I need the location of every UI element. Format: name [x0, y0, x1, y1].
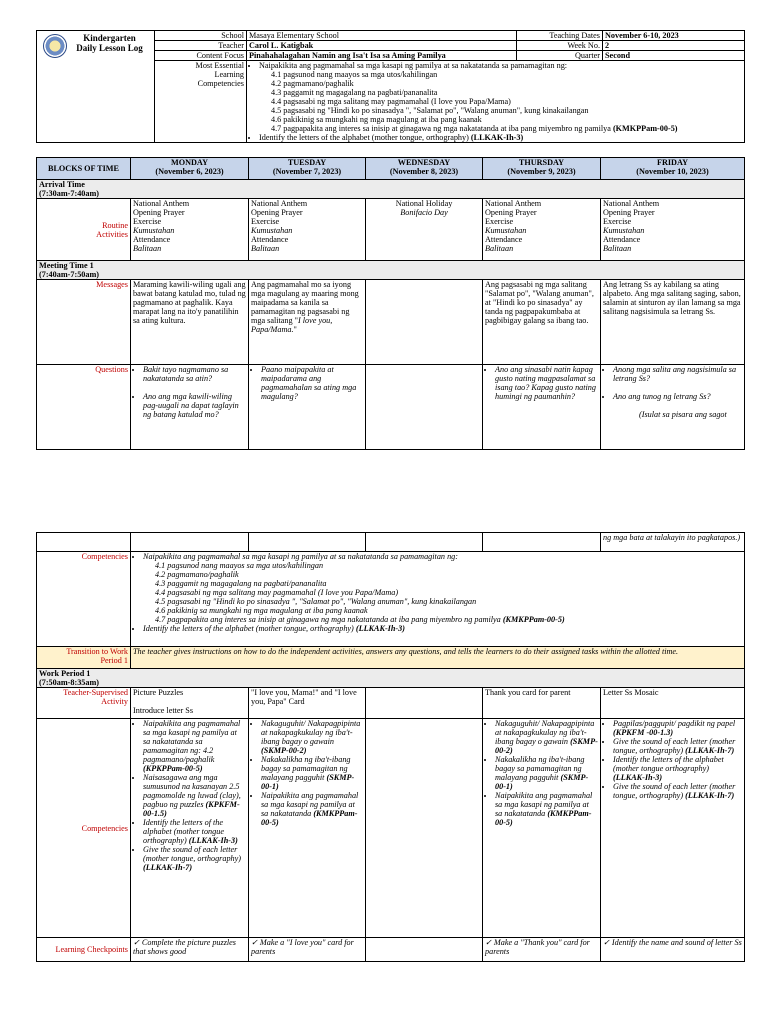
routine-item: Opening Prayer — [251, 208, 303, 217]
tuesday-header — [249, 158, 366, 180]
checkpoint-text: Complete the picture puzzles that shows good — [133, 938, 236, 956]
deped-seal-icon — [43, 34, 67, 58]
comp-item — [143, 818, 246, 845]
routine-item: Opening Prayer — [485, 208, 537, 217]
comp-sub-6: 4.6 pakikinig sa mungkahi ng mga magulang at iba pang kaanak — [155, 606, 368, 615]
log-title-line1: Kindergarten — [83, 33, 136, 43]
mel-sub-5: 4.5 pagsasabi ng "Hindi ko po sinasadya ", "Salamat po", "Walang anuman", kung kinakailangan — [271, 106, 589, 115]
comp-item — [143, 845, 246, 872]
mel-sub-6: 4.6 pakikinig sa mungkahi ng mga magulang at iba pang kaanak — [271, 115, 482, 124]
mel-main-text: Naipakikita ang pagmamahal sa mga kasapi ng pamilya at sa nakatatanda sa pamamagitan ng: — [259, 61, 568, 70]
questions-thursday — [483, 365, 601, 450]
schedule-table-page2 — [36, 532, 745, 962]
routine-item: Balitaan — [485, 244, 514, 253]
routine-item: Kumustahan — [485, 226, 527, 235]
holiday-label: National Holiday — [395, 199, 453, 208]
routine-item: National Anthem — [251, 199, 308, 208]
message-tuesday-c: " — [293, 325, 297, 334]
comp-item-text: Nakaguguhit/ Nakapagpipinta at nakapagkukulay ng iba't-ibang bagay o gawain — [261, 719, 361, 746]
dates-label: Teaching Dates — [517, 31, 603, 41]
work-comp-thursday — [483, 719, 601, 938]
work-period-time: (7:50am-8:35am) — [39, 678, 100, 687]
comp-item-text: Pagpilas/paggupit/ pagdikit ng papel — [613, 719, 736, 728]
mel-sub-3: 4.3 paggamit ng magagalang na pagbati/pananalita — [271, 88, 438, 97]
lesson-log-page-2 — [36, 532, 744, 962]
routine-label-2: Activities — [96, 229, 128, 239]
comp-item-text: Give the sound of each letter (mother tongue, orthography) — [613, 737, 736, 755]
meeting-time-section — [37, 261, 745, 280]
tsa-thursday: Thank you card for parent — [483, 688, 601, 719]
routine-item: Opening Prayer — [603, 208, 655, 217]
comp-letters — [143, 624, 742, 633]
comp-sub-5: 4.5 pagsasabi ng "Hindi ko po sinasadya ", "Salamat po", "Walang anuman", kung kinakailangan — [155, 597, 477, 606]
tsa-monday-sub: Introduce letter Ss — [133, 706, 194, 715]
comp-item — [261, 719, 363, 755]
comp-item-code: (KMKPPam-00-5) — [261, 809, 358, 827]
thursday-header — [483, 158, 601, 180]
comp-item-code: (LLKAK-Ih-3) — [613, 773, 663, 782]
cont-empty — [366, 533, 483, 552]
checkpoints-label: Learning Checkpoints — [37, 938, 131, 962]
questions-friday — [601, 365, 745, 450]
meeting-label: Meeting Time 1 — [39, 261, 94, 270]
checkpoint-text: Identify the name and sound of letter Ss — [611, 938, 742, 947]
wednesday-header — [366, 158, 483, 180]
questions-note-cont: ng mga bata at talakayin ito pagkatapos.) — [601, 533, 745, 552]
comp-item — [613, 719, 742, 737]
routine-monday — [131, 199, 249, 261]
comp-item — [495, 755, 598, 791]
routine-item: Kumustahan — [251, 226, 293, 235]
comp-item-code: (KPKPPam-00-5) — [143, 764, 203, 773]
transition-text: The teacher gives instructions on how to do the independent activities, answers any questions, and tells the learners to do their assigned tasks within the allotted time. — [131, 647, 745, 669]
routine-wednesday — [366, 199, 483, 261]
routine-activities-label — [37, 199, 131, 261]
comp-item-code: (SKMP-00-2) — [495, 737, 598, 755]
tsa-label-2: Activity — [101, 697, 128, 706]
comp-item — [261, 791, 363, 827]
comp-item-code: (LLKAK-Ih-7) — [685, 746, 735, 755]
comp-item-code: (SKMP-00-1) — [261, 773, 355, 791]
holiday-name: Bonifacio Day — [400, 208, 448, 217]
quarter-value: Second — [603, 51, 745, 61]
comp-item-code: (LLKAK-Ih-3) — [188, 836, 238, 845]
routine-item: National Anthem — [485, 199, 542, 208]
comp-item-text: Naipakikita ang pagmamahal sa mga kasapi ng pamilya at sa nakatatanda — [495, 791, 593, 818]
comp-item-text: Identify the letters of the alphabet (mother tongue orthography) — [143, 818, 224, 845]
message-tuesday-a: Ang pagmamahal mo sa iyong mga magulang ay maaring mong maipadama sa kanila sa pamamagitan ng pagsasabi ng mga salitang " — [251, 280, 359, 325]
checkmark-icon: ✓ — [603, 938, 612, 947]
cont-empty — [483, 533, 601, 552]
mel-letters-code: (LLKAK-Ih-3) — [470, 133, 524, 142]
mel-code: (KMKPPam-00-5) — [612, 124, 678, 133]
mel-main — [259, 61, 742, 133]
comp-item-text: Give the sound of each letter (mother tongue, orthography) — [613, 782, 736, 800]
comp-item-code: (LLKAK-Ih-7) — [143, 863, 193, 872]
competencies-content — [131, 552, 745, 647]
mel-label-1: Most Essential — [195, 61, 244, 70]
mel-letters-text: Identify the letters of the alphabet (mother tongue, orthography) — [259, 133, 469, 142]
teacher-label: Teacher — [155, 41, 247, 51]
checkpoint-text: Make a "I love you" card for parents — [251, 938, 354, 956]
work-period-section — [37, 669, 745, 688]
routine-item: Kumustahan — [133, 226, 175, 235]
comp-item — [495, 719, 598, 755]
comp-main — [143, 552, 742, 624]
school-label: School — [155, 31, 247, 41]
message-wednesday — [366, 280, 483, 365]
questions-note: (Isulat sa pisara ang sagot — [639, 410, 727, 419]
mel-sub-7 — [271, 124, 742, 133]
schedule-table-page1 — [36, 157, 745, 450]
routine-item: National Anthem — [133, 199, 190, 208]
routine-item: Exercise — [485, 217, 514, 226]
checkpoint-thursday — [483, 938, 601, 962]
tsa-label — [37, 688, 131, 719]
message-tuesday — [249, 280, 366, 365]
question-item: • Anong mga salita ang nagsisimula sa letrang Ss? — [613, 365, 742, 383]
comp-sub-2: 4.2 pagmamano/paghalik — [155, 570, 239, 579]
cont-empty — [131, 533, 249, 552]
comp-letters-text: Identify the letters of the alphabet (mother tongue, orthography) — [143, 624, 354, 633]
comp-item-text: Naipakikita ang pagmamahal sa mga kasapi ng pamilya at sa nakatatanda — [261, 791, 359, 818]
mel-sub-1: 4.1 pagsunod nang maayos sa mga utos/kahilingan — [271, 70, 438, 79]
comp-item-code: (KPKFM-00-1.5) — [143, 800, 240, 818]
mel-label-2: Learning — [214, 70, 244, 79]
comp-item — [613, 782, 742, 800]
quarter-label: Quarter — [517, 51, 603, 61]
comp-sub-1: 4.1 pagsunod nang maayos sa mga utos/kahilingan — [155, 561, 324, 570]
wednesday-label: WEDNESDAY — [397, 158, 451, 167]
checkmark-icon: ✓ — [133, 938, 142, 947]
cont-empty — [37, 533, 131, 552]
comp-item-code: (KPKFM -00-1.3) — [613, 728, 674, 737]
routine-item: Attendance — [485, 235, 523, 244]
comp-item-text: Give the sound of each letter (mother tongue, orthography) — [143, 845, 242, 863]
thursday-date: (November 9, 2023) — [507, 167, 576, 176]
comp-sub-7 — [155, 615, 742, 624]
friday-header — [601, 158, 745, 180]
routine-friday — [601, 199, 745, 261]
question-item: • Ano ang sinasabi natin kapag gusto nating magpasalamat sa isang tao? Kapag gusto nating humingi ng paumanhin? — [495, 365, 598, 401]
work-comp-friday — [601, 719, 745, 938]
routine-item: Attendance — [603, 235, 641, 244]
comp-item — [495, 791, 598, 827]
competencies-label: Competencies — [37, 552, 131, 647]
transition-label — [37, 647, 131, 669]
tuesday-date: (November 7, 2023) — [272, 167, 342, 176]
week-value: 2 — [603, 41, 745, 51]
question-item: • Paano maipapakita at maipadarama ang pagmamahalan sa ating mga magulang? — [261, 365, 363, 401]
comp-item-text: Nakakalikha ng iba't-ibang bagay sa pamamagitan ng malayang pagguhit — [495, 755, 585, 782]
comp-item — [613, 755, 742, 782]
message-tuesday-b: I love you, Papa/Mama. — [251, 316, 333, 334]
school-value: Masaya Elementary School — [247, 31, 517, 41]
checkpoint-tuesday — [249, 938, 366, 962]
friday-date: (November 10, 2023) — [636, 167, 709, 176]
comp-main-text: Naipakikita ang pagmamahal sa mga kasapi ng pamilya at sa nakatatanda sa pamamagitan ng: — [143, 552, 458, 561]
message-monday: Maraming kawili-wiling ugali ang bawat batang katulad mo, tulad ng pagmamano at paghalik. Kaya marapat lang na ito'y panatilihin sa ating kultura. — [131, 280, 249, 365]
dates-value: November 6-10, 2023 — [603, 31, 745, 41]
comp-item-text: Nakakalikha ng iba't-ibang bagay sa pamamagitan ng malayang pagguhit — [261, 755, 351, 782]
routine-item: Attendance — [133, 235, 171, 244]
tsa-tuesday: "I love you, Mama!" and "I love you, Papa" Card — [249, 688, 366, 719]
comp-item — [143, 719, 246, 773]
comp-item-code: (SKMP-00-1) — [495, 773, 589, 791]
header-table — [36, 30, 745, 143]
routine-tuesday — [249, 199, 366, 261]
questions-label: Questions — [37, 365, 131, 450]
arrival-time: (7:30am-7:40am) — [39, 189, 100, 198]
comp-item — [261, 755, 363, 791]
questions-tuesday — [249, 365, 366, 450]
routine-item: National Anthem — [603, 199, 660, 208]
monday-header — [131, 158, 249, 180]
meeting-time: (7:40am-7:50am) — [39, 270, 100, 279]
routine-item: Exercise — [133, 217, 162, 226]
messages-label: Messages — [37, 280, 131, 365]
routine-item: Exercise — [251, 217, 280, 226]
tuesday-label: TUESDAY — [287, 158, 327, 167]
mel-letters — [259, 133, 742, 142]
message-thursday: Ang pagsasabi ng mga salitang "Salamat po", "Walang anuman", at "Hindi ko po sinasadya" ay tanda ng pagpapakumbaba at pagbibigay galang sa ibang tao. — [483, 280, 601, 365]
arrival-label: Arrival Time — [39, 180, 85, 189]
monday-label: MONDAY — [171, 158, 208, 167]
checkpoint-monday — [131, 938, 249, 962]
tsa-friday: Letter Ss Mosaic — [601, 688, 745, 719]
mel-sub-2: 4.2 pagmamano/paghalik — [271, 79, 354, 88]
comp-code: (KMKPPam-00-5) — [502, 615, 565, 624]
work-competencies-label: Competencies — [37, 719, 131, 938]
checkmark-icon: ✓ — [251, 938, 260, 947]
mel-sub-4: 4.4 pagsasabi ng mga salitang may pagmamahal (I love you Papa/Mama) — [271, 97, 511, 106]
focus-label: Content Focus — [155, 51, 247, 61]
checkpoint-text: Make a "Thank you" card for parents — [485, 938, 590, 956]
routine-item: Attendance — [251, 235, 289, 244]
mel-label-3: Competencies — [197, 79, 244, 88]
comp-item-text: Naisasagawa ang mga sumusunod na kasanayan 2.5 pagmomolde ng luwad (clay), pagbuo ng puzzles — [143, 773, 241, 809]
routine-item: Balitaan — [603, 244, 632, 253]
routine-item: Exercise — [603, 217, 632, 226]
mel-content — [247, 61, 745, 143]
routine-item: Opening Prayer — [133, 208, 185, 217]
routine-thursday — [483, 199, 601, 261]
work-period-label: Work Period 1 — [39, 669, 91, 678]
comp-sub-4: 4.4 pagsasabi ng mga salitang may pagmamahal (I love you Papa/Mama) — [155, 588, 399, 597]
question-item: • Ano ang tunog ng letrang Ss? — [613, 392, 742, 401]
work-comp-wednesday — [366, 719, 483, 938]
blocks-of-time-header: BLOCKS OF TIME — [37, 158, 131, 180]
question-item: • Ano ang mga kawili-wiling pag-uugali na dapat taglayin ng batang katulad mo? — [143, 392, 246, 419]
comp-letters-code: (LLKAK-Ih-3) — [355, 624, 405, 633]
message-friday: Ang letrang Ss ay kabilang sa ating alpabeto. Ang mga salitang saging, sabon, salamin at sinturon ay ilan lamang sa mga salitang nagsisimula sa letrang Ss. — [601, 280, 745, 365]
comp-item-text: Nakaguguhit/ Nakapagpipinta at nakapagkukulay ng iba't-ibang bagay o gawain — [495, 719, 595, 746]
work-comp-monday — [131, 719, 249, 938]
comp-item — [143, 773, 246, 818]
week-label: Week No. — [517, 41, 603, 51]
tsa-monday-title: Picture Puzzles — [133, 688, 184, 697]
routine-item: Balitaan — [133, 244, 162, 253]
questions-monday — [131, 365, 249, 450]
comp-item-text: Naipakikita ang pagmamahal sa mga kasapi ng pamilya at sa nakatatanda sa pamamagitan ng: 4.2 pagmamano/paghalik — [143, 719, 241, 764]
arrival-time-section — [37, 180, 745, 199]
work-comp-tuesday — [249, 719, 366, 938]
routine-item: Kumustahan — [603, 226, 645, 235]
comp-item-code: (LLKAK-Ih-7) — [685, 791, 735, 800]
thursday-label: THURSDAY — [518, 158, 565, 167]
checkmark-icon: ✓ — [485, 938, 494, 947]
routine-item: Balitaan — [251, 244, 280, 253]
tsa-label-1: Teacher-Supervised — [63, 688, 128, 697]
mel-label — [155, 61, 247, 143]
tsa-monday — [131, 688, 249, 719]
transition-label-1: Transition to Work — [66, 647, 128, 656]
comp-item-code: (SKMP-00-2) — [261, 746, 307, 755]
mel-sub-7-text: 4.7 pagpapakita ang interes sa inisip at ginagawa ng mga nakatatanda at iba pang miyembro ng pamilya — [271, 124, 611, 133]
comp-sub-3: 4.3 paggamit ng magagalang na pagbati/pananalita — [155, 579, 327, 588]
wednesday-date: (November 8, 2023) — [389, 167, 459, 176]
log-title-line2: Daily Lesson Log — [76, 43, 143, 53]
comp-item-code: (KMKPPam-00-5) — [495, 809, 592, 827]
routine-label-1: Routine — [102, 220, 128, 230]
comp-item — [613, 737, 742, 755]
comp-sub-7-text: 4.7 pagpapakita ang interes sa inisip at ginagawa ng mga nakatatanda at iba pang miyembro ng pamilya — [155, 615, 501, 624]
question-item: • Bakit tayo nagmamano sa nakatatanda sa atin? — [143, 365, 246, 383]
checkpoint-wednesday — [366, 938, 483, 962]
cont-empty — [249, 533, 366, 552]
transition-label-2: Period 1 — [100, 656, 128, 665]
monday-date: (November 6, 2023) — [155, 167, 224, 176]
tsa-wednesday — [366, 688, 483, 719]
comp-item-text: Identify the letters of the alphabet (mother tongue orthography) — [613, 755, 724, 773]
lesson-log-page-1 — [36, 30, 744, 450]
questions-wednesday — [366, 365, 483, 450]
friday-label: FRIDAY — [656, 158, 689, 167]
focus-value: Pinahahalagahan Namin ang Isa't Isa sa Aming Pamilya — [247, 51, 517, 61]
checkpoint-friday — [601, 938, 745, 962]
teacher-value: Carol L. Katigbak — [247, 41, 517, 51]
